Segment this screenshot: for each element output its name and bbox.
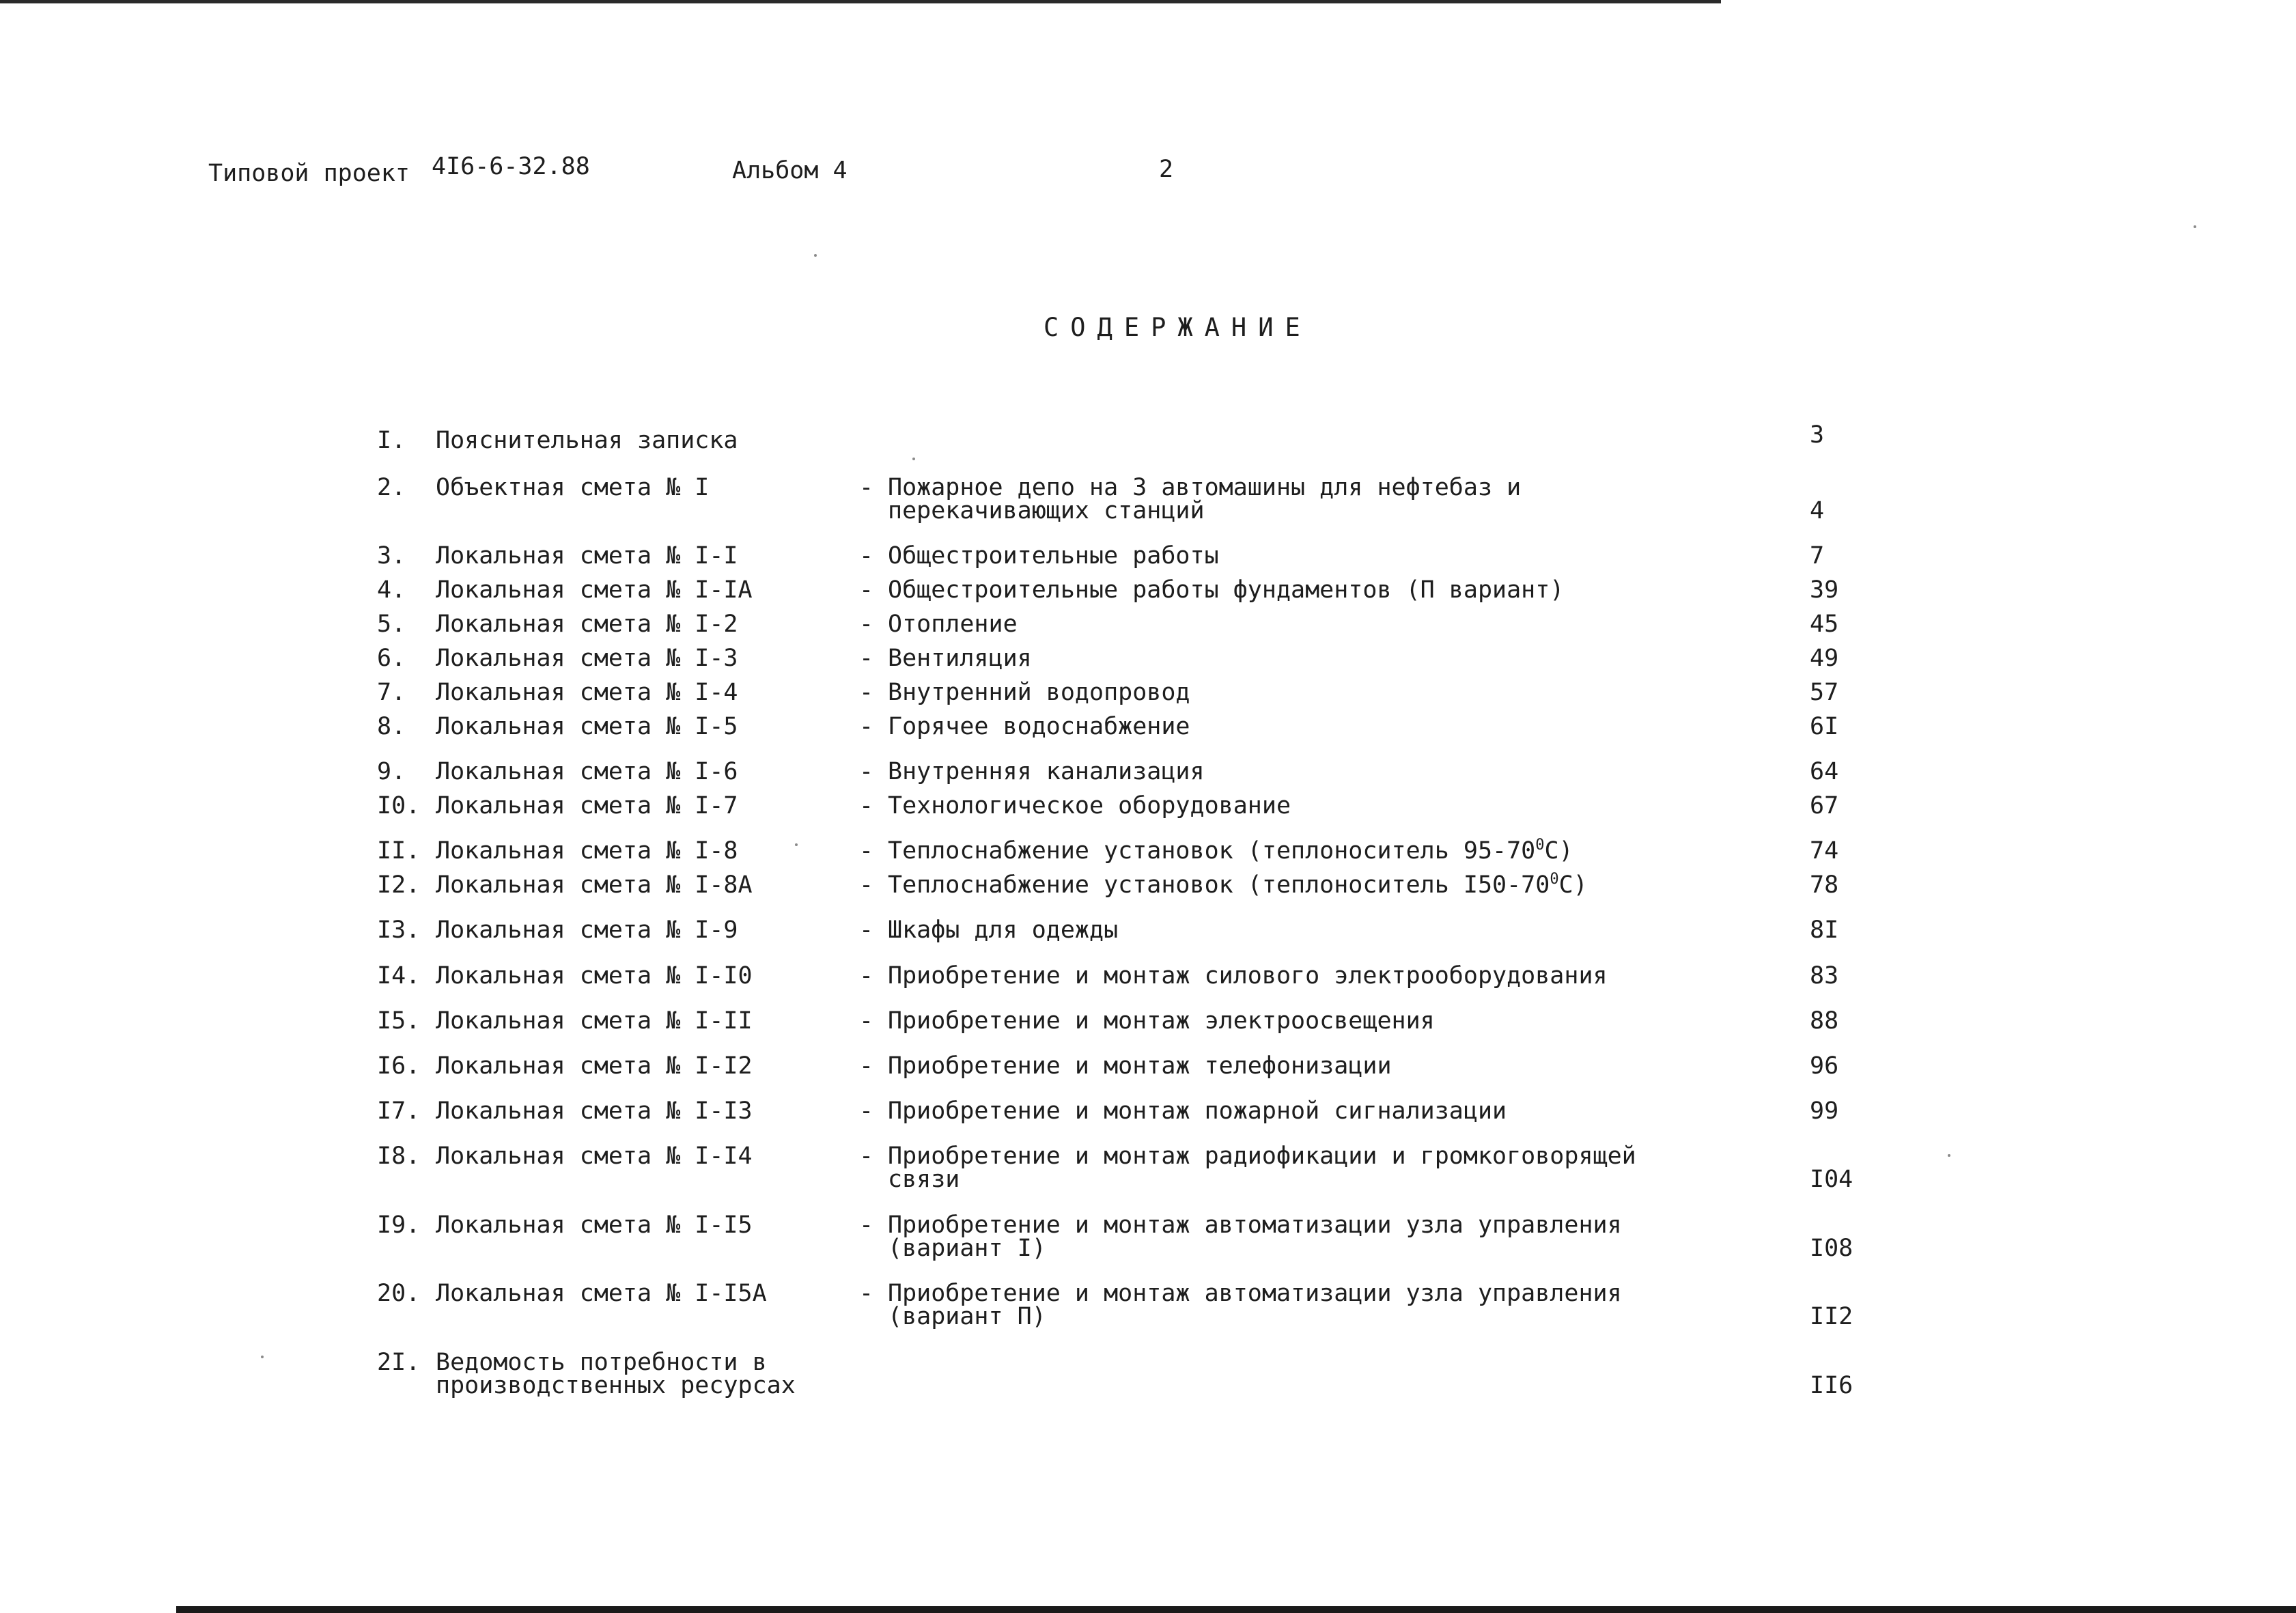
entry-description-text: Приобретение и монтаж автоматизации узла управления (вариант П) [888,1280,1622,1330]
degree-superscript: 0 [1535,837,1545,854]
entry-dash: - [859,962,874,990]
entry-description-text: Шкафы для одежды [888,916,1119,944]
entry-page-number: II6 [1810,1372,1853,1399]
entry-dash: - [859,871,874,899]
entry-description [888,873,1588,897]
entry-description [888,760,1205,783]
entry-description [888,542,1219,570]
entry-dash: - [859,611,874,638]
entry-dash: - [859,645,874,672]
entry-name: Локальная смета № I-3 [436,645,738,672]
entry-description-text: Отопление [888,611,1018,638]
entry-page-number: 45 [1810,611,1839,638]
scan-speck [912,458,915,460]
entry-description-text: Теплоснабжение установок (теплоноситель I50-70 [888,871,1550,899]
entry-page-number: 57 [1810,679,1839,706]
entry-name: Локальная смета № I-6 [436,758,738,785]
entry-dash: - [859,837,874,865]
entry-description [888,715,1190,738]
entry-description [888,476,1521,522]
entry-dash: - [859,758,874,785]
entry-page-number: 7 [1810,542,1825,570]
entry-number: I6. [377,1052,421,1080]
header-album: Альбом 4 [732,157,848,184]
entry-description [888,1282,1622,1328]
entry-dash: - [859,1097,874,1125]
entry-name: Локальная смета № I-2 [436,611,738,638]
entry-name: Объектная смета № I [436,474,710,501]
entry-dash: - [859,474,874,501]
entry-description [888,647,1032,670]
entry-description-text: Общестроительные работы фундаментов (П вариант) [888,576,1565,604]
entry-description-text: Приобретение и монтаж электроосвещения [888,1007,1435,1035]
degree-superscript: 0 [1550,871,1559,888]
entry-description [888,1054,1392,1078]
entry-dash: - [859,916,874,944]
entry-number: 8. [377,713,406,740]
entry-number: 7. [377,679,406,706]
entry-number: 4. [377,576,406,604]
entry-name: Пояснительная записка [436,427,738,454]
entry-page-number: 64 [1810,758,1839,785]
entry-name: Локальная смета № I-II [436,1007,753,1035]
entry-dash: - [859,542,874,570]
entry-description [888,962,1608,990]
entry-name: Локальная смета № I-I [436,542,738,570]
entry-page-number: 74 [1810,837,1839,865]
entry-page-number: 4 [1810,497,1825,524]
entry-description-tail: С) [1544,837,1573,865]
scan-speck [261,1356,264,1358]
entry-name: Локальная смета № I-5 [436,713,738,740]
entry-description [888,681,1190,704]
entry-name: Локальная смета № I-IA [436,576,753,604]
entry-name: Локальная смета № I-I4 [436,1142,753,1170]
header-project-code: 4I6-6-32.88 [432,153,590,180]
entry-dash: - [859,792,874,819]
entry-number: I9. [377,1211,421,1239]
entry-page-number: 39 [1810,576,1839,604]
entry-description-text: Приобретение и монтаж радиофикации и громкоговорящей связи [888,1142,1636,1193]
entry-description-text: Приобретение и монтаж пожарной сигнализации [888,1097,1507,1125]
entry-number: 5. [377,611,406,638]
entry-page-number: 49 [1810,645,1839,672]
entry-name: Локальная смета № I-9 [436,916,738,944]
entry-page-number: 67 [1810,792,1839,819]
entry-name: Локальная смета № I-I3 [436,1097,753,1125]
entry-description-text: Внутренний водопровод [888,679,1190,706]
entry-page-number: 96 [1810,1052,1839,1080]
entry-number: 20. [377,1280,421,1307]
entry-number: I7. [377,1097,421,1125]
entry-number: II. [377,837,421,865]
entry-number: 9. [377,758,406,785]
entry-dash: - [859,679,874,706]
entry-description-text: Вентиляция [888,645,1032,672]
scan-speck [1948,1154,1950,1157]
entry-name: Ведомость потребности в производственных ресурсах [436,1349,796,1399]
entry-dash: - [859,1007,874,1035]
entry-description [888,837,1573,865]
entry-description-text: Приобретение и монтаж телефонизации [888,1052,1392,1080]
entry-description [888,578,1564,602]
entry-dash: - [859,1280,874,1307]
scan-speck [795,843,798,846]
entry-number: I. [377,427,406,454]
header-page-number: 2 [1159,156,1174,183]
entry-number: 2. [377,474,406,501]
entry-page-number: 78 [1810,871,1839,899]
entry-number: I2. [377,871,421,899]
entry-description [888,1142,1636,1193]
entry-name: Локальная смета № I-8A [436,871,753,899]
entry-dash: - [859,1142,874,1170]
entry-name: Локальная смета № I-8 [436,837,738,865]
entry-name: Локальная смета № I-I0 [436,962,753,990]
entry-description-text: Пожарное депо на 3 автомашины для нефтебаз и перекачивающих станций [888,474,1522,524]
entry-page-number: 3 [1810,421,1825,449]
entry-number: 6. [377,645,406,672]
entry-name: Локальная смета № I-I5A [436,1280,767,1307]
entry-number: 3. [377,542,406,570]
scan-speck [814,254,817,257]
entry-name: Локальная смета № I-I5 [436,1211,753,1239]
entry-name: Локальная смета № I-I2 [436,1052,753,1080]
entry-dash: - [859,713,874,740]
entry-description-text: Теплоснабжение установок (теплоноситель 95-70 [888,837,1536,865]
entry-page-number: 83 [1810,962,1839,990]
entry-number: I0. [377,792,421,819]
page-title: СОДЕРЖАНИЕ [1044,313,1312,342]
entry-description-text: Внутренняя канализация [888,758,1205,785]
entry-description [888,1099,1507,1123]
entry-name: Локальная смета № I-7 [436,792,738,819]
entry-page-number: 99 [1810,1097,1839,1125]
entry-description [888,613,1018,636]
entry-description-text: Приобретение и монтаж силового электрооборудования [888,962,1608,990]
entry-dash: - [859,576,874,604]
entry-number: I8. [377,1142,421,1170]
entry-page-number: I04 [1810,1166,1853,1193]
entry-number: 2I. [377,1349,421,1376]
entry-description [888,918,1118,942]
entry-page-number: I08 [1810,1235,1853,1262]
entry-description-text: Общестроительные работы [888,542,1219,570]
entry-name: Локальная смета № I-4 [436,679,738,706]
entry-description-text: Приобретение и монтаж автоматизации узла управления (вариант I) [888,1211,1622,1262]
entry-number: I4. [377,962,421,990]
entry-description [888,1009,1435,1033]
entry-description [888,1211,1622,1262]
entry-description-tail: С) [1558,871,1588,899]
entry-page-number: 88 [1810,1007,1839,1035]
entry-page-number: II2 [1810,1303,1853,1330]
entry-description [888,794,1291,817]
entry-dash: - [859,1052,874,1080]
entry-page-number: 6I [1810,713,1839,740]
entry-page-number: 8I [1810,916,1839,944]
entry-description-text: Горячее водоснабжение [888,713,1190,740]
entry-number: I3. [377,916,421,944]
header-label: Типовой проект [208,160,410,187]
scan-speck [2194,225,2196,228]
entry-number: I5. [377,1007,421,1035]
entry-dash: - [859,1211,874,1239]
entry-description-text: Технологическое оборудование [888,792,1291,819]
